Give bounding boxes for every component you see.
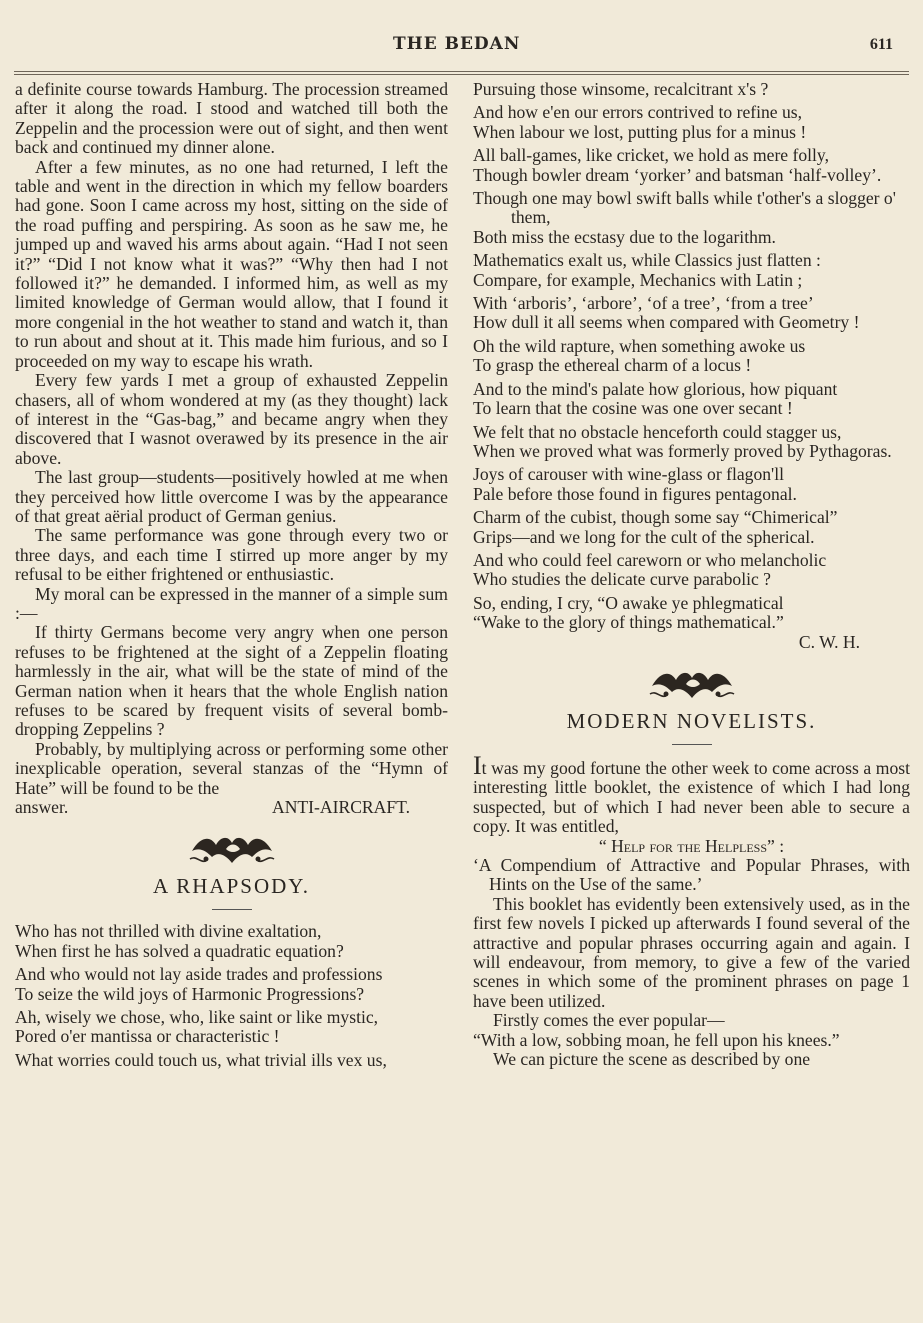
verse-line: Who has not thrilled with divine exaltation, [15,921,322,942]
verse-line: To learn that the cosine was one over secant ! [473,398,793,419]
stanza [473,189,910,247]
page-number: 611 [869,36,893,53]
verse-line: And who could feel careworn or who melancholic [473,549,827,570]
paragraph: We can picture the scene as described by one [493,1049,811,1070]
stanza [15,1051,448,1070]
quote: “With a low, sobbing moan, he fell upon his knees.” [473,1029,840,1050]
verse-line: What worries could touch us, what trivial ills vex us, [15,1049,387,1070]
article-signature-line [15,798,448,817]
paragraph: Probably, by multiplying across or performing some other inexplicable operation, several stanzas of the “Hymn of Hate” will be found to be the [15,738,448,798]
verse-line: When we proved what was formerly proved by Pythagoras. [473,440,892,461]
stanza [473,465,910,504]
drop-cap: I [473,750,482,780]
stanza [473,423,910,462]
stanza [473,103,910,142]
article-signature: ANTI-AIRCRAFT. [272,797,410,818]
paragraph: If thirty Germans become very angry when one person refuses to be frightened at the sight of a Zeppelin floating harmlessly in the air, what will be the state of mind of the German nation when it hears that the whole English nation refuses to be scared by frequent visits of several bomb-dropping Zeppelins ? [15,622,448,740]
verse-line: And to the mind's palate how glorious, how piquant [473,378,838,399]
verse-line: When labour we lost, putting plus for a minus ! [473,121,807,142]
running-head [0,34,923,58]
verse-line: Pored o'er mantissa or characteristic ! [15,1026,280,1047]
ornament-icon [473,664,910,704]
left-column [15,80,448,1074]
paragraph: My moral can be expressed in the manner of a simple sum :— [15,583,448,623]
stanza [473,294,910,333]
section-title: A RHAPSODY. [153,874,310,899]
verse-line: “Wake to the glory of things mathematical.” [473,612,784,633]
booklet-subtitle: ‘A Compendium of Attractive and Popular Phrases, with Hints on the Use of the same.’ [473,855,910,895]
verse-line: Ah, wisely we chose, who, like saint or like mystic, [15,1007,379,1028]
verse-line: Pursuing those winsome, recalcitrant x's ? [473,79,769,99]
header-rule [14,71,909,75]
verse-line: And how e'en our errors contrived to refine us, [473,102,803,123]
booklet-title: “ Help for the Helpless” : [598,835,785,856]
title-rule [212,909,252,910]
paragraph: Every few yards I met a group of exhausted Zeppelin chasers, all of whom wondered at my (as they thought) lack of interest in the “Gas-bag,” and became angry when they discovered that I wasnot overawed by its presence in the air above. [15,370,448,468]
stanza [15,1008,448,1047]
intro-paragraph [473,750,910,837]
paragraph: a definite course towards Hamburg. The procession streamed after it along the road. I stood and watched till both the Zeppelin and the procession were out of sight, and then went back and continued my dinner alone. [15,79,448,158]
stanza [473,551,910,590]
verse-line: Charm of the cubist, though some say “Chimerical” [473,507,838,528]
verse-line: Grips—and we long for the cult of the spherical. [473,526,815,547]
verse-line: Compare, for example, Mechanics with Latin ; [473,269,803,290]
stanza [473,337,910,376]
verse-line: All ball-games, like cricket, we hold as mere folly, [473,145,829,166]
paragraph: The last group—students—positively howled at me when they perceived how little overcome I was by the appearance of that great aërial product of German genius. [15,467,448,526]
verse-line: Joys of carouser with wine-glass or flagon'll [473,464,784,485]
verse-line: And who would not lay aside trades and professions [15,964,383,985]
verse-line: To grasp the ethereal charm of a locus ! [473,355,752,376]
paragraph: After a few minutes, as no one had returned, I left the table and went in the direction in which my fellow boarders had gone. Soon I came across my host, sitting on the side of the road puffing and perspiring. As soon as he saw me, he jumped up and waved his arms about again. “Had I not seen it?” “Did I not know what it was?” “Why then had I not followed it?” he demanded. I informed him, as well as my limited knowledge of German would allow, that I found it more congenial in the hot weather to stand and watch it, than to run about and shout at it. This made him furious, and so I proceeded on my way to escape his wrath. [15,156,448,371]
verse-line: Mathematics exalt us, while Classics just flatten : [473,250,821,271]
section-title: MODERN NOVELISTS. [566,708,817,733]
stanza [473,146,910,185]
verse-line: We felt that no obstacle henceforth could stagger us, [473,421,842,442]
stanza [473,508,910,547]
verse-line: Both miss the ecstasy due to the logarithm. [473,226,776,247]
intro-text: t was my good fortune the other week to come across a most interesting little booklet, the existence of which I had long suspected, but of which I had never been able to secure a copy. It was entitled, [473,757,910,837]
stanza [473,251,910,290]
stanza [15,922,448,961]
poem-signature: C. W. H. [798,631,860,652]
verse-line: Though one may bowl swift balls while t'other's a slogger o' them, [473,188,896,228]
verse-line: Pale before those found in figures pentagonal. [473,483,797,504]
title-rule [672,744,712,745]
verse-line: So, ending, I cry, “O awake ye phlegmatical [473,592,784,613]
stanza [473,80,910,99]
stanza [473,380,910,419]
closing-word: answer. [15,797,69,818]
verse-line: Who studies the delicate curve parabolic ? [473,569,771,590]
verse-line: With ‘arboris’, ‘arbore’, ‘of a tree’, ‘from a tree’ [473,293,814,314]
right-column [473,80,910,1069]
running-title: THE BEDAN [393,34,521,54]
stanza [15,965,448,1004]
ornament-icon [15,829,448,869]
verse-line: To seize the wild joys of Harmonic Progressions? [15,983,365,1004]
paragraph: Firstly comes the ever popular— [493,1010,725,1031]
verse-line: When first he has solved a quadratic equation? [15,940,344,961]
verse-line: Oh the wild rapture, when something awoke us [473,335,806,356]
paragraph: The same performance was gone through every two or three days, and each time I stirred up more anger by my refusal to be either frightened or enthusiastic. [15,525,448,585]
stanza [473,594,910,633]
verse-line: Though bowler dream ‘yorker’ and batsman ‘half-volley’. [473,164,882,185]
paragraph: This booklet has evidently been extensively used, as in the first few novels I picked up afterwards I found several of the attractive and popular phrases occurring again and again. I will endeavour, from memory, to give a few of the varied scenes in which some of the prominent phrases on page 1 have been utilized. [473,893,910,1011]
verse-line: How dull it all seems when compared with Geometry ! [473,312,860,333]
